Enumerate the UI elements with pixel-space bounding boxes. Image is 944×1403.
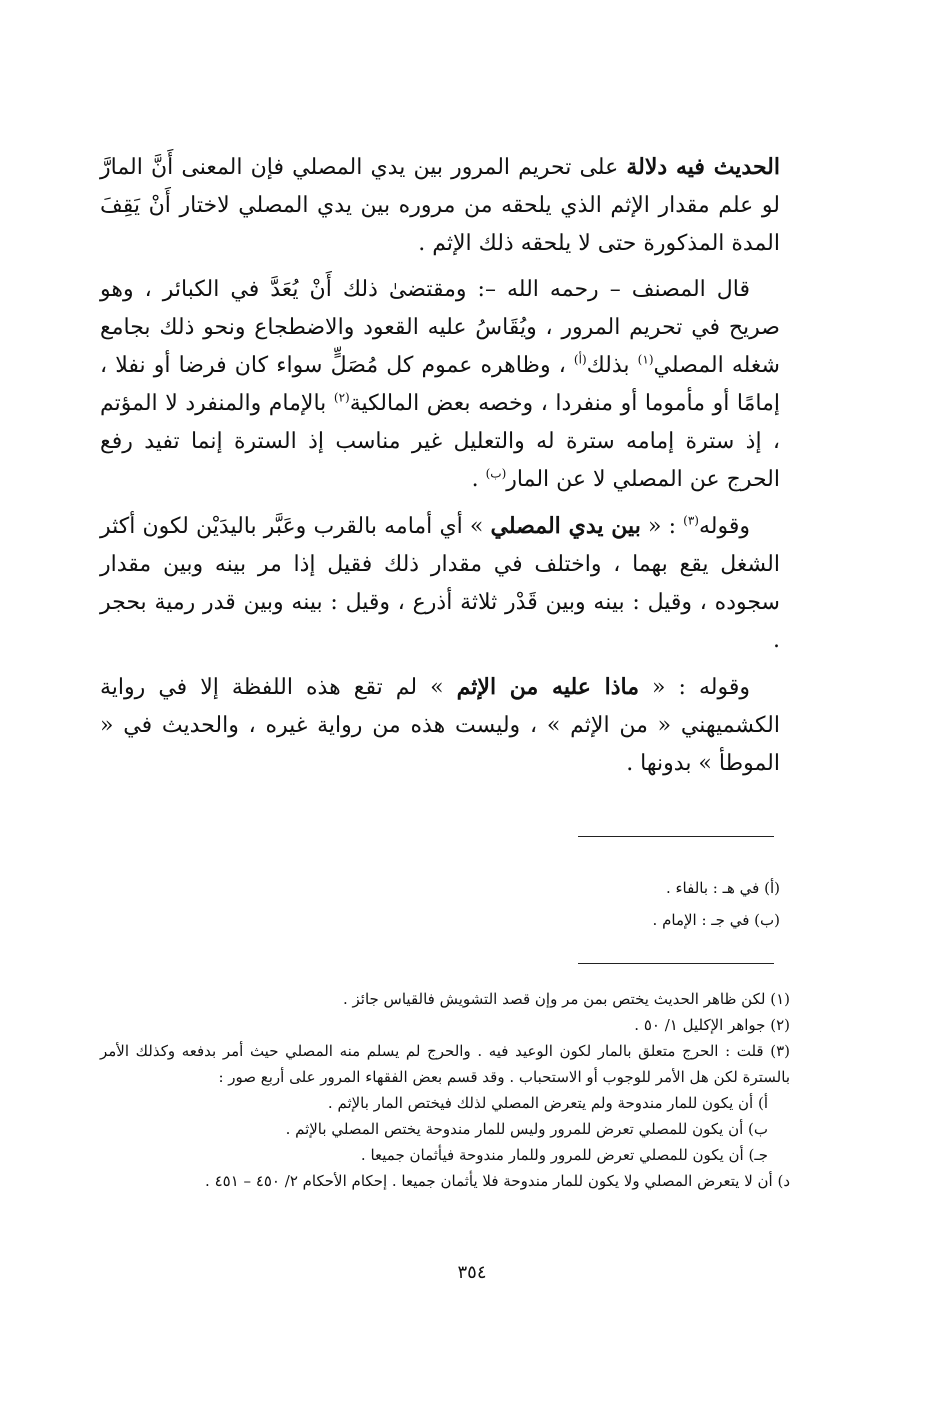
separator-rule bbox=[578, 963, 774, 964]
bold-phrase: بين يدي المصلي bbox=[490, 513, 641, 539]
variant-ref[interactable]: (أ) bbox=[573, 352, 587, 367]
text-span: بالإمام والمنفرد لا المؤتم ، إذ سترة إمامه سترة له والتعليل غير مناسب إذ السترة إنما تفيد رفع الحرج عن المصلي لا عن المار bbox=[100, 391, 780, 492]
text-span: » أي أمامه بالقرب وعَبَّر باليدَيْن لكون أكثر الشغل يقع بهما ، واختلف في مقدار ذلك فقيل إذا مر بينه وبين مقدار سجوده ، وقيل : بينه وبين قَدْر ثلاثة أذرع ، وقيل : بينه وبين قدر رمية بحجر . bbox=[100, 514, 780, 653]
bold-phrase: الحديث فيه دلالة bbox=[626, 154, 780, 180]
bold-phrase: ماذا عليه من الإثم bbox=[456, 674, 639, 700]
page-number: ٣٥٤ bbox=[457, 1262, 487, 1283]
separator-rule bbox=[578, 836, 774, 837]
footnote-3: (٣) قلت : الحرج متعلق بالمار لكون الوعيد فيه . والحرج لم يسلم منه المصلي حيث أمر بدفعه وكذلك الأمر بالسترة لكن هل الأمر للوجوب أو الاستحباب . وقد قسم بعض الفقهاء المرور على أربع صور : bbox=[100, 1042, 790, 1086]
footnote-ref[interactable]: (١) bbox=[637, 352, 654, 367]
text-span: . bbox=[471, 467, 486, 492]
footnote-3-item: د) أن لا يتعرض المصلي ولا يكون للمار مندوحة فلا يأثمان جميعا . إحكام الأحكام ٢/ ٤٥٠ – ٤٥١ . bbox=[205, 1172, 790, 1190]
footnote-2: (٢) جواهر الإكليل ١/ ٥٠ . bbox=[634, 1016, 790, 1034]
paragraph-2 bbox=[100, 271, 780, 499]
text-span: » لم تقع هذه اللفظة إلا في رواية الكشميهني « من الإثم » ، وليست هذه من رواية غيره ، والحديث في « الموطأ » بدونها . bbox=[100, 675, 780, 776]
footnote-ref[interactable]: (٣) bbox=[683, 513, 699, 528]
text-span: ، وظاهره عموم كل مُصَلٍّ سواء كان فرضا أو نفلا ، إمامًا أو مأموما أو منفردا ، وخصه بعض المالكية bbox=[100, 353, 781, 416]
footnote-3-item: جـ) أن يكون للمصلي تعرض للمرور وللمار مندوحة فيأثمان جميعا . bbox=[360, 1146, 768, 1164]
variant-note: (ب) في جـ : الإمام . bbox=[652, 911, 780, 929]
text-span: وقوله bbox=[698, 514, 750, 539]
variant-ref[interactable]: (ب) bbox=[485, 466, 507, 481]
text-span: بذلك bbox=[586, 353, 638, 378]
footnotes bbox=[100, 986, 790, 1194]
paragraph-1 bbox=[100, 148, 780, 263]
paragraph-3 bbox=[100, 507, 780, 660]
footnote-1: (١) لكن ظاهر الحديث يختص بمن مر وإن قصد التشويش فالقياس جائز . bbox=[342, 990, 790, 1008]
text-span: على تحريم المرور بين يدي المصلي فإن المعنى أَنَّ المارَّ لو علم مقدار الإثم الذي يلحقه من مروره بين يدي المصلي لاختار أَنْ يَقِفَ المدة المذكورة حتى لا يلحقه ذلك الإثم . bbox=[100, 155, 780, 256]
footnote-ref[interactable]: (٢) bbox=[333, 390, 350, 405]
paragraph-4 bbox=[100, 668, 780, 783]
main-text bbox=[100, 148, 780, 791]
variant-notes bbox=[100, 872, 780, 936]
text-span: : « bbox=[640, 514, 684, 539]
text-span: قال المصنف – رحمه الله –: ومقتضىٰ ذلك أَنْ يُعَدَّ في الكبائر ، وهو صريح في تحريم المرور ، ويُقَاسُ عليه القعود والاضطجاع ونحو ذلك بجامع شغله المصلي bbox=[100, 277, 780, 378]
variant-note: (أ) في هـ : بالفاء . bbox=[665, 879, 780, 897]
footnote-3-item: أ) أن يكون للمار مندوحة ولم يتعرض المصلي لذلك فيختص المار بالإثم . bbox=[327, 1094, 768, 1112]
footnote-3-item: ب) أن يكون للمصلي تعرض للمرور وليس للمار مندوحة يختص المصلي بالإثم . bbox=[285, 1120, 768, 1138]
text-span: وقوله : « bbox=[638, 675, 750, 700]
